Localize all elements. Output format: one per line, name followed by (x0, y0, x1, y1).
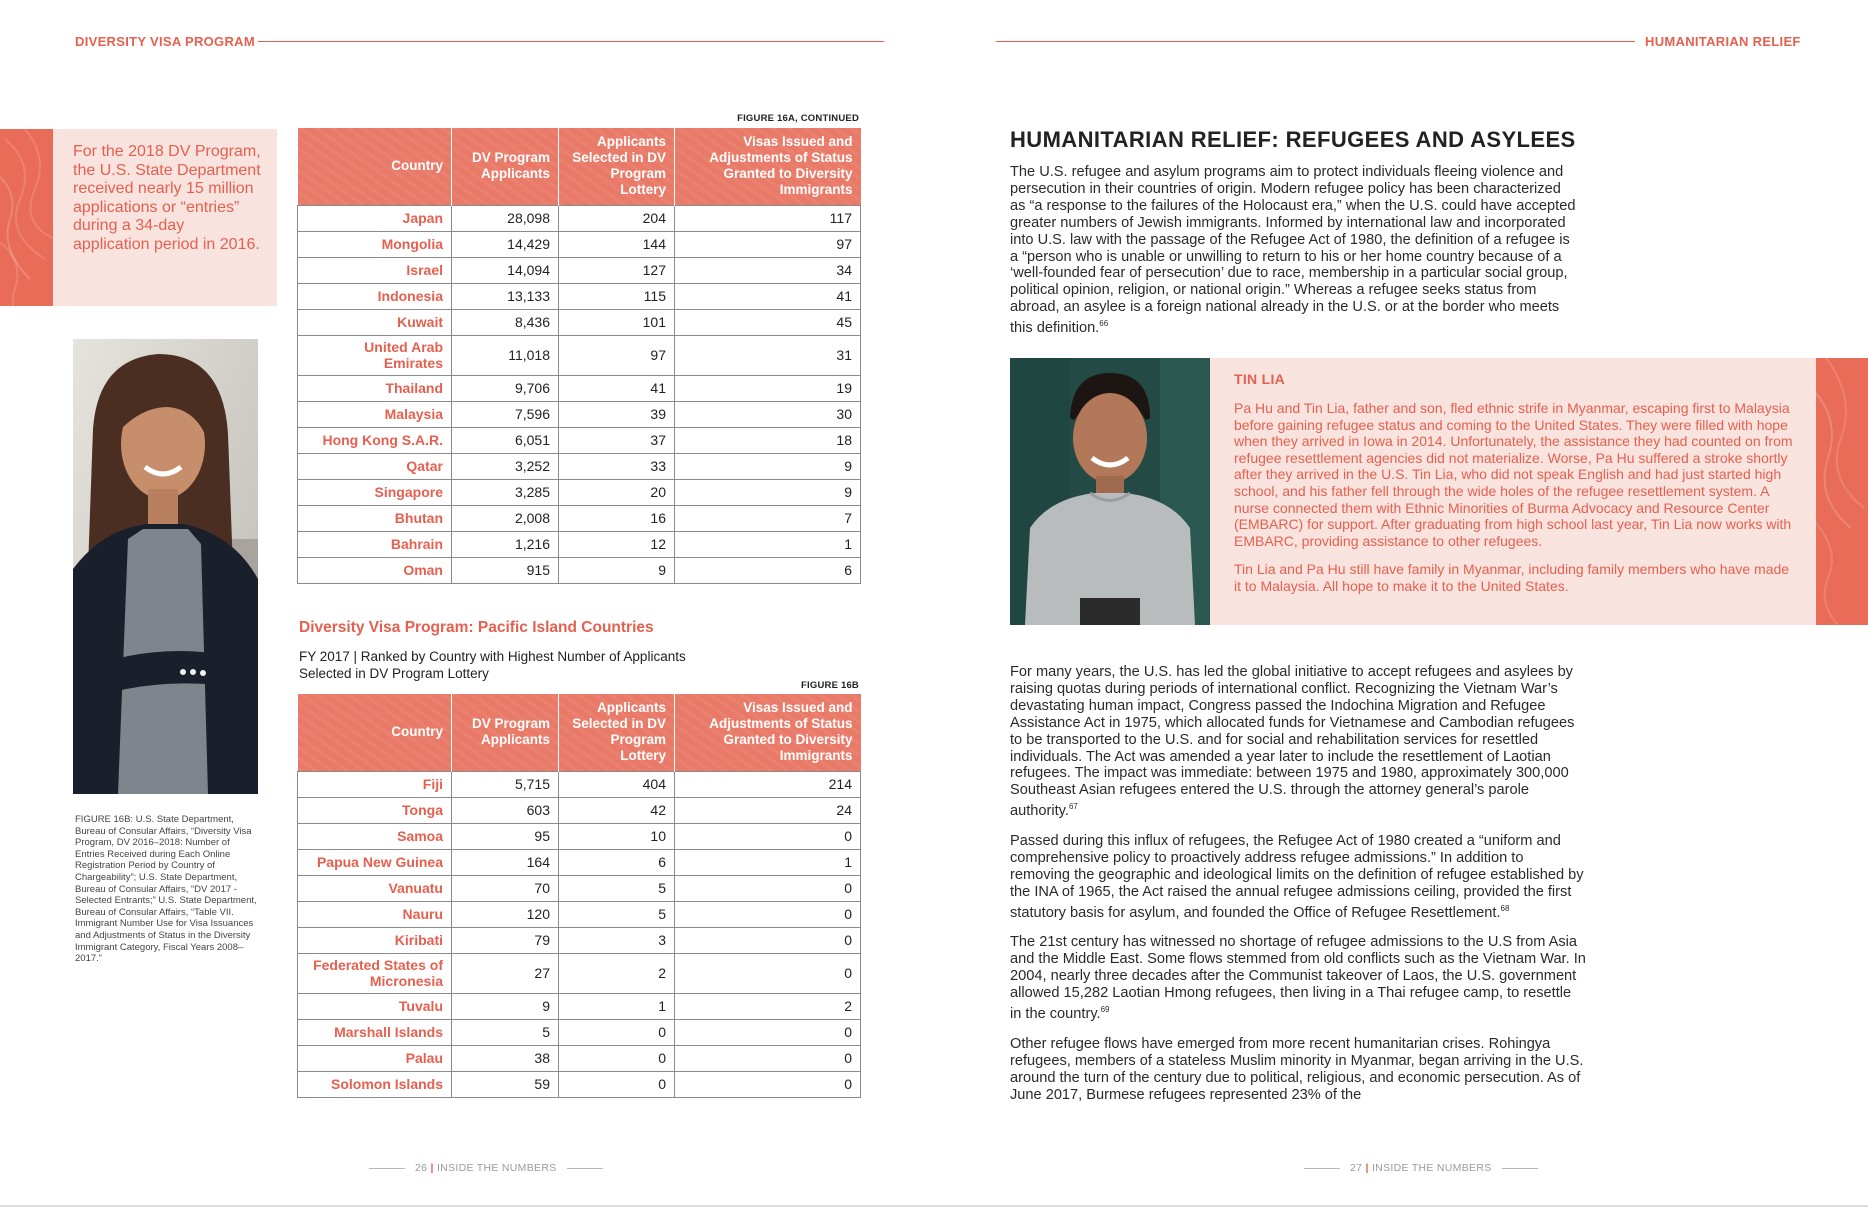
visas-cell: 9 (675, 453, 861, 479)
selected-cell: 6 (559, 849, 675, 875)
paragraph-4 (1010, 1036, 1586, 1104)
applicants-cell: 2,008 (452, 505, 559, 531)
story-paragraph-1: Pa Hu and Tin Lia, father and son, fled ethnic strife in Myanmar, escaping first to Malaysia before gaining refugee status and coming to the United States. They were filled with hope when they arrived in Iowa in 2014. Unfortunately, the assistance they had counted on from refugee resettlement agencies did not materialize. Worse, Pa Hu suffered a stroke shortly after they arrived in the U.S. Tin Lia, who did not speak English and had just started high school, and his father fell through the wide holes of the refugee resettlement system. A nurse connected them with Ethnic Minorities of Burma Advocacy and Resource Center (EMBARC) for support. After graduating from high school last year, Tin Lia now works with EMBARC, providing assistance to other refugees. (1234, 400, 1793, 549)
callout-text: For the 2018 DV Program, the U.S. State Department received nearly 15 million applications or “entries” during a 34-day application period in 2016. (73, 143, 261, 253)
table-row (298, 823, 861, 849)
table-row (298, 283, 861, 309)
footer-rule (1304, 1168, 1340, 1169)
table-row (298, 257, 861, 283)
page-title: HUMANITARIAN RELIEF: REFUGEES AND ASYLEES (1010, 127, 1576, 152)
table-16a-body (298, 205, 861, 583)
table-16b (297, 694, 861, 1098)
footer-rule (369, 1168, 405, 1169)
visas-cell: 31 (675, 335, 861, 375)
applicants-cell: 7,596 (452, 401, 559, 427)
country-cell: Malaysia (298, 401, 452, 427)
selected-cell: 5 (559, 875, 675, 901)
visas-cell: 0 (675, 823, 861, 849)
applicants-cell: 5,715 (452, 771, 559, 797)
visas-cell: 97 (675, 231, 861, 257)
applicants-cell: 14,094 (452, 257, 559, 283)
selected-cell: 9 (559, 557, 675, 583)
selected-cell: 16 (559, 505, 675, 531)
country-cell: United Arab Emirates (298, 335, 452, 375)
paragraph-3-text: The 21st century has witnessed no shortage of refugee admissions to the U.S from Asia and the Middle East. Some flows stemmed from old conflicts such as the Vietnam War. In 2004, nearly three decades after the Communist takeover of Laos, the U.S. government allowed 15,282 Laotian Hmong refugees, then living in a Thai refugee camp, to resettle in the country. (1010, 934, 1586, 1022)
applicants-cell: 603 (452, 797, 559, 823)
country-cell: Vanuatu (298, 875, 452, 901)
table-row (298, 479, 861, 505)
country-cell: Japan (298, 205, 452, 231)
table-row (298, 1019, 861, 1045)
selected-cell: 97 (559, 335, 675, 375)
visas-cell: 19 (675, 375, 861, 401)
table-row (298, 875, 861, 901)
visas-cell: 0 (675, 901, 861, 927)
paragraph-1 (1010, 664, 1586, 820)
table-row (298, 557, 861, 583)
visas-cell: 0 (675, 1045, 861, 1071)
selected-cell: 0 (559, 1045, 675, 1071)
woman-photo (73, 339, 258, 794)
selected-cell: 41 (559, 375, 675, 401)
visas-cell: 1 (675, 849, 861, 875)
table-row (298, 453, 861, 479)
table-row (298, 309, 861, 335)
applicants-cell: 3,285 (452, 479, 559, 505)
footer-rule (567, 1168, 603, 1169)
applicants-cell: 59 (452, 1071, 559, 1097)
visas-cell: 34 (675, 257, 861, 283)
country-cell: Marshall Islands (298, 1019, 452, 1045)
paragraph-4-text: Other refugee flows have emerged from more recent humanitarian crises. Rohingya refugees, members of a stateless Muslim minority in Myanmar, began arriving in the U.S. around the turn of the century due to political, religious, and economic persecution. As of June 2017, Burmese refugees represented 23% of the (1010, 1035, 1584, 1103)
visas-cell: 7 (675, 505, 861, 531)
table-row (298, 335, 861, 375)
country-cell: Kiribati (298, 927, 452, 953)
table-row (298, 797, 861, 823)
paragraph-3 (1010, 934, 1586, 1022)
country-cell: Fiji (298, 771, 452, 797)
selected-cell: 115 (559, 283, 675, 309)
applicants-cell: 28,098 (452, 205, 559, 231)
table-row (298, 1071, 861, 1097)
table-row (298, 531, 861, 557)
table-row (298, 205, 861, 231)
selected-cell: 42 (559, 797, 675, 823)
right-running-head: HUMANITARIAN RELIEF (1645, 34, 1801, 49)
paragraph-2 (1010, 833, 1586, 921)
visas-cell: 0 (675, 1071, 861, 1097)
selected-cell: 127 (559, 257, 675, 283)
col-country: Country (298, 694, 452, 771)
story-paragraph-2: Tin Lia and Pa Hu still have family in Myanmar, including family members who have made it to Malaysia. All hope to make it to the United States. (1234, 561, 1790, 594)
selected-cell: 0 (559, 1071, 675, 1097)
page-bottom-edge (0, 1205, 1868, 1207)
selected-cell: 37 (559, 427, 675, 453)
table-row (298, 231, 861, 257)
visas-cell: 117 (675, 205, 861, 231)
selected-cell: 101 (559, 309, 675, 335)
table-row (298, 927, 861, 953)
story-title: TIN LIA (1234, 371, 1286, 387)
footnote-67: 67 (1068, 802, 1078, 812)
selected-cell: 204 (559, 205, 675, 231)
selected-cell: 10 (559, 823, 675, 849)
country-cell: Israel (298, 257, 452, 283)
applicants-cell: 95 (452, 823, 559, 849)
country-cell: Papua New Guinea (298, 849, 452, 875)
section-title: Diversity Visa Program: Pacific Island Countries (299, 619, 654, 636)
left-header-rule (258, 41, 884, 42)
applicants-cell: 120 (452, 901, 559, 927)
country-cell: Oman (298, 557, 452, 583)
callout-pattern (0, 129, 53, 306)
selected-cell: 0 (559, 1019, 675, 1045)
visas-cell: 6 (675, 557, 861, 583)
table-row (298, 401, 861, 427)
table-row (298, 901, 861, 927)
figure-16b-label: FIGURE 16B (801, 680, 859, 691)
country-cell: Palau (298, 1045, 452, 1071)
applicants-cell: 11,018 (452, 335, 559, 375)
country-cell: Solomon Islands (298, 1071, 452, 1097)
left-footer: 26 | INSIDE THE NUMBERS (359, 1162, 613, 1174)
body-text (1010, 664, 1586, 1116)
col-country: Country (298, 128, 452, 205)
man-photo (1010, 358, 1210, 625)
selected-cell: 5 (559, 901, 675, 927)
table-row (298, 427, 861, 453)
applicants-cell: 27 (452, 953, 559, 993)
story-text (1234, 400, 1794, 607)
visas-cell: 18 (675, 427, 861, 453)
table-row (298, 375, 861, 401)
col-visas: Visas Issued and Adjustments of Status Granted to Diversity Immigrants (675, 128, 861, 205)
footnote-68: 68 (1500, 903, 1510, 913)
table-row (298, 953, 861, 993)
country-cell: Federated States of Micronesia (298, 953, 452, 993)
selected-cell: 404 (559, 771, 675, 797)
applicants-cell: 79 (452, 927, 559, 953)
footer-text: INSIDE THE NUMBERS (1371, 1162, 1492, 1174)
applicants-cell: 164 (452, 849, 559, 875)
right-header-rule (996, 41, 1635, 42)
col-applicants: DV Program Applicants (452, 694, 559, 771)
country-cell: Bahrain (298, 531, 452, 557)
table-16a (297, 128, 861, 584)
paragraph-2-text: Passed during this influx of refugees, the Refugee Act of 1980 created a “uniform and comprehensive policy to proactively address refugee admissions.” In addition to removing the geographic and ideological limits on the definition of refugee established by the INA of 1965, the Act raised the annual refugee admissions ceiling, provided the first statutory basis for asylum, and founded the Office of Refugee Resettlement. (1010, 833, 1584, 921)
visas-cell: 41 (675, 283, 861, 309)
visas-cell: 1 (675, 531, 861, 557)
callout-stripe (0, 129, 53, 306)
selected-cell: 3 (559, 927, 675, 953)
figure-16a-label: FIGURE 16A, CONTINUED (737, 113, 859, 124)
left-running-head: DIVERSITY VISA PROGRAM (75, 34, 255, 49)
selected-cell: 39 (559, 401, 675, 427)
intro-text: The U.S. refugee and asylum programs aim to protect individuals fleeing violence and persecution in their countries of origin. Modern refugee policy has been characterized as “a response to the failures of the Holocaust era,” when the U.S. could have accepted greater numbers of Jewish immigrants. Informed by international law and incorporated into U.S. law with the passage of the Refugee Act of 1980, the definition of a refugee is a “person who is unable or unwilling to return to his or her home country because of a ‘well-founded fear of persecution’ due to race, membership in a particular social group, political opinion, religion, or national origin.” Whereas a refugee seeks status from abroad, an asylee is a foreign national already in the U.S. or at the border who meets this definition. (1010, 164, 1576, 337)
selected-cell: 144 (559, 231, 675, 257)
country-cell: Samoa (298, 823, 452, 849)
country-cell: Indonesia (298, 283, 452, 309)
col-selected: Applicants Selected in DV Program Lottery (559, 128, 675, 205)
col-selected: Applicants Selected in DV Program Lottery (559, 694, 675, 771)
footer-rule (1502, 1168, 1538, 1169)
applicants-cell: 3,252 (452, 453, 559, 479)
applicants-cell: 6,051 (452, 427, 559, 453)
visas-cell: 0 (675, 875, 861, 901)
visas-cell: 45 (675, 309, 861, 335)
table-row (298, 1045, 861, 1071)
applicants-cell: 70 (452, 875, 559, 901)
country-cell: Qatar (298, 453, 452, 479)
col-visas: Visas Issued and Adjustments of Status Granted to Diversity Immigrants (675, 694, 861, 771)
visas-cell: 30 (675, 401, 861, 427)
story-stripe (1816, 358, 1868, 625)
visas-cell: 0 (675, 953, 861, 993)
intro-paragraph (1010, 164, 1578, 337)
applicants-cell: 5 (452, 1019, 559, 1045)
country-cell: Mongolia (298, 231, 452, 257)
col-applicants: DV Program Applicants (452, 128, 559, 205)
selected-cell: 2 (559, 953, 675, 993)
applicants-cell: 8,436 (452, 309, 559, 335)
applicants-cell: 38 (452, 1045, 559, 1071)
selected-cell: 1 (559, 993, 675, 1019)
country-cell: Tonga (298, 797, 452, 823)
table-16b-body (298, 771, 861, 1097)
selected-cell: 12 (559, 531, 675, 557)
footnote-66: 66 (1099, 319, 1109, 329)
table-row (298, 849, 861, 875)
story-pattern (1816, 358, 1868, 625)
table-row (298, 993, 861, 1019)
applicants-cell: 9 (452, 993, 559, 1019)
visas-cell: 0 (675, 1019, 861, 1045)
table-row (298, 771, 861, 797)
applicants-cell: 1,216 (452, 531, 559, 557)
visas-cell: 2 (675, 993, 861, 1019)
page-number: 26 (415, 1162, 428, 1174)
visas-cell: 0 (675, 927, 861, 953)
visas-cell: 9 (675, 479, 861, 505)
selected-cell: 20 (559, 479, 675, 505)
applicants-cell: 9,706 (452, 375, 559, 401)
table-row (298, 505, 861, 531)
country-cell: Hong Kong S.A.R. (298, 427, 452, 453)
country-cell: Kuwait (298, 309, 452, 335)
country-cell: Bhutan (298, 505, 452, 531)
country-cell: Tuvalu (298, 993, 452, 1019)
applicants-cell: 14,429 (452, 231, 559, 257)
footnote-69: 69 (1100, 1005, 1110, 1015)
paragraph-1-text: For many years, the U.S. has led the global initiative to accept refugees and asylees by raising quotas during periods of international conflict. Recognizing the Vietnam War’s devastating human impact, Congress passed the Indochina Migration and Refugee Assistance Act in 1975, which allocated funds for Vietnamese and Cambodian refugees to be transported to the U.S. and for social and rehabilitation services for resettled individuals. The Act was amended a year later to include the resettlement of Laotian refugees. The impact was immediate: between 1975 and 1980, approximately 300,000 Southeast Asian refugees entered the U.S. through the attorney general’s parole authority. (1010, 664, 1575, 820)
applicants-cell: 13,133 (452, 283, 559, 309)
footer-text: INSIDE THE NUMBERS (436, 1162, 557, 1174)
country-cell: Thailand (298, 375, 452, 401)
country-cell: Singapore (298, 479, 452, 505)
applicants-cell: 915 (452, 557, 559, 583)
photo-caption: FIGURE 16B: U.S. State Department, Bureau of Consular Affairs, “Diversity Visa Program, DV 2016–2018: Number of Entries Received during Each Online Registration Period by Country of Chargeability”; U.S. State Department, Bureau of Consular Affairs, “DV 2017 - Selected Entrants;” U.S. State Department, Bureau of Consular Affairs, “Table VII. Immigrant Number Use for Visa Issuances and Adjustments of Status in the Diversity Immigrant Category, Fiscal Years 2008–2017.” (75, 814, 257, 965)
right-footer: 27 | INSIDE THE NUMBERS (1294, 1162, 1548, 1174)
section-subtitle: FY 2017 | Ranked by Country with Highest Number of Applicants Selected in DV Program Lottery (299, 649, 686, 681)
selected-cell: 33 (559, 453, 675, 479)
page-number: 27 (1350, 1162, 1363, 1174)
visas-cell: 24 (675, 797, 861, 823)
visas-cell: 214 (675, 771, 861, 797)
country-cell: Nauru (298, 901, 452, 927)
